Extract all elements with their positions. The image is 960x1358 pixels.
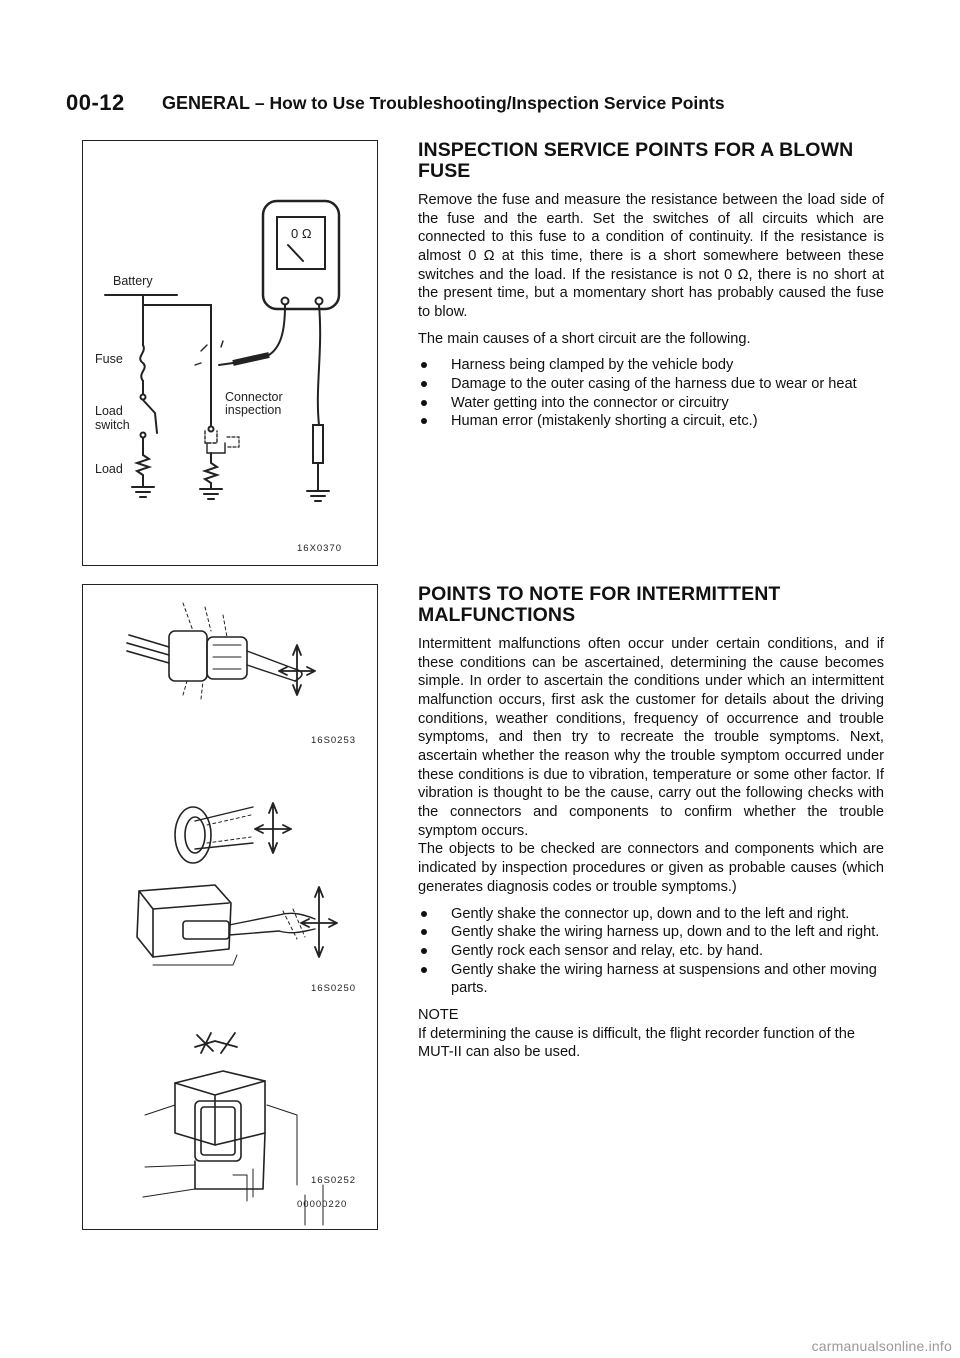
battery-label: Battery [113,274,153,288]
list-item: Gently shake the wiring harness at suspensions and other moving parts. [418,961,884,998]
short-circuit-causes-list [418,356,884,431]
figure-code-3: 16S0252 [311,1175,357,1186]
shake-arrows-3 [301,887,337,957]
section-blown-fuse [418,140,884,439]
section-intermittent-malfunctions [418,584,884,1070]
note-text: If determining the cause is difficult, the flight recorder function of the MUT-II can also be used. [418,1025,855,1061]
figure-code-1: 16S0253 [311,735,357,746]
list-item: Damage to the outer casing of the harness due to wear or heat [418,375,884,394]
connector-illustration [127,603,315,699]
page-header [66,88,886,128]
connector-label-1: Connector [225,390,283,404]
figure-code-2: 16S0250 [311,983,357,994]
paragraph: Remove the fuse and measure the resistance between the load side of the fuse and the earth. Set the switches of all circuits which are connected to this fuse to a condition of continuity. If the resistance is almost 0 Ω at this time, there is a short somewhere between these switches and the load. If the resistance is not 0 Ω, there is no short at the present time, but a momentary short has probably caused the fuse to blow. [418,192,884,321]
meter-reading: 0 Ω [291,226,312,241]
grommet-illustration [175,803,291,863]
figure-fuse-inspection [82,140,378,566]
control-unit-illustration [137,885,337,965]
list-item: Human error (mistakenly shorting a circuit, etc.) [418,412,884,431]
component-illustrations [83,585,377,1229]
connector-label-2: inspection [225,403,282,417]
watermark: carmanualsonline.info [811,1338,952,1354]
figure-intermittent-checks [82,584,378,1230]
paragraph: The objects to be checked are connectors and components which are indicated by inspection procedures or given as probable causes (which generates diagnosis codes or trouble symptoms.) [418,841,884,895]
fuse-symbol [140,345,145,381]
connector-symbol [227,437,239,447]
circuit-diagram [83,141,377,565]
paragraph: Intermittent malfunctions often occur under certain conditions, and if these conditions can be ascertained, determining the cause becomes simple. In order to ascertain the conditions under which an intermittent malfunction occurs, first ask the customer for details about the driving conditions, weather conditions, frequency of occurrence and trouble symptoms, and then try to recreate the trouble symptoms. Next, ascertain whether the reason why the trouble symptom occurred under these conditions is due to vibration, temperature or some other factor. If vibration is thought to be the cause, carry out the following checks with the connectors and components to confirm whether the trouble symptom occurs. [418,636,884,839]
shake-arrows-1 [279,645,315,695]
load-label: Load [95,462,123,476]
section-title-blown-fuse: INSPECTION SERVICE POINTS FOR A BLOWN FUSE [418,139,854,183]
list-item: Gently rock each sensor and relay, etc. by hand. [418,942,884,961]
figure-code: 16X0370 [297,543,343,554]
load-switch-label-1: Load [95,404,123,418]
ohmmeter-display [277,217,325,269]
page-number: 00-12 [66,90,125,115]
fuse-label: Fuse [95,352,123,366]
paragraph: The main causes of a short circuit are the following. [418,330,751,347]
shake-arrows-2 [255,803,291,853]
figure-code-4: 00000220 [297,1199,348,1210]
relay-illustration [143,1033,323,1225]
note-title: NOTE [418,1006,459,1023]
section-name: GENERAL [162,93,251,113]
list-item: Harness being clamped by the vehicle body [418,356,884,375]
page-title [162,93,725,114]
rock-arrows [195,1033,237,1053]
list-item: Gently shake the wiring harness up, down and to the left and right. [418,923,884,942]
load-switch-symbol [143,400,157,433]
load-switch-label-2: switch [95,418,130,432]
section-subtitle: – How to Use Troubleshooting/Inspection Service Points [254,93,725,113]
load-resistor-symbol [137,455,149,487]
section-title-intermittent: POINTS TO NOTE FOR INTERMITTENT MALFUNCTIONS [418,583,781,627]
shake-checks-list [418,905,884,998]
list-item: Gently shake the connector up, down and to the left and right. [418,905,884,924]
list-item: Water getting into the connector or circuitry [418,394,884,413]
